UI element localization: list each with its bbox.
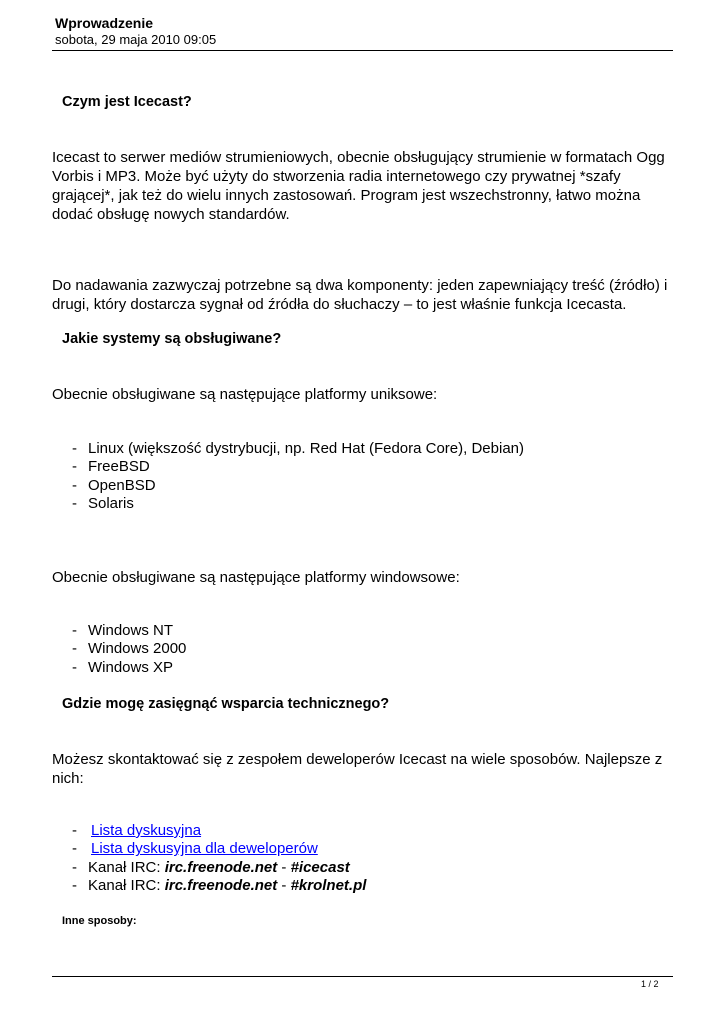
list-item: - Solaris xyxy=(72,495,134,513)
list-item: - Windows XP xyxy=(72,658,174,676)
list-item: - Windows 2000 xyxy=(72,640,187,658)
unix-platform-list xyxy=(72,440,524,514)
document-date: sobota, 29 maja 2010 09:05 xyxy=(55,32,217,47)
list-item: - FreeBSD xyxy=(72,458,150,476)
paragraph-unix-intro: Obecnie obsługiwane są następujące platformy uniksowe: xyxy=(52,386,438,403)
support-channel-list xyxy=(72,822,366,896)
paragraph-intro: Icecast to serwer mediów strumieniowych, obecnie obsługujący strumienie w formatach Ogg Vorbis i MP3. Może być użyty do stworzenia radia internetowego czy prywatnej *szafy grającej*, jak też do wielu innych zastosowań. Program jest wszechstronny, łatwo można dodać obsługę nowych standardów. xyxy=(52,149,665,223)
list-item: - Kanał IRC: irc.freenode.net - #krolnet.pl xyxy=(72,877,367,895)
list-item: - Kanał IRC: irc.freenode.net - #icecast xyxy=(72,858,350,876)
heading-technical-support: Gdzie mogę zasięgnąć wsparcia technicznego? xyxy=(62,696,390,712)
heading-what-is-icecast: Czym jest Icecast? xyxy=(62,94,192,110)
list-item: - OpenBSD xyxy=(72,476,156,494)
mailing-list-link[interactable]: Lista dyskusyjna xyxy=(91,822,202,839)
developer-mailing-list-link[interactable]: Lista dyskusyjna dla deweloperów xyxy=(91,840,318,858)
heading-supported-systems: Jakie systemy są obsługiwane? xyxy=(62,331,282,347)
document-title: Wprowadzenie xyxy=(55,15,154,31)
footer-divider xyxy=(52,976,673,977)
windows-platform-list xyxy=(72,622,186,677)
list-item: - Lista dyskusyjna xyxy=(72,822,202,839)
heading-other-ways: Inne sposoby: xyxy=(62,915,137,927)
list-item: - Lista dyskusyjna dla deweloperów xyxy=(72,840,318,858)
paragraph-support-intro: Możesz skontaktować się z zespołem deweloperów Icecast na wiele sposobów. Najlepsze z nich: xyxy=(52,751,663,787)
header-divider xyxy=(52,50,673,51)
page-number: 1 / 2 xyxy=(641,979,659,989)
list-item: - Linux (większość dystrybucji, np. Red Hat (Fedora Core), Debian) xyxy=(72,440,525,457)
list-item: - Windows NT xyxy=(72,622,174,639)
paragraph-windows-intro: Obecnie obsługiwane są następujące platformy windowsowe: xyxy=(52,569,460,586)
paragraph-components: Do nadawania zazwyczaj potrzebne są dwa komponenty: jeden zapewniający treść (źródło) i drugi, który dostarcza sygnał od źródła do słuchaczy – to jest właśnie funkcja Icecasta. xyxy=(52,277,668,313)
